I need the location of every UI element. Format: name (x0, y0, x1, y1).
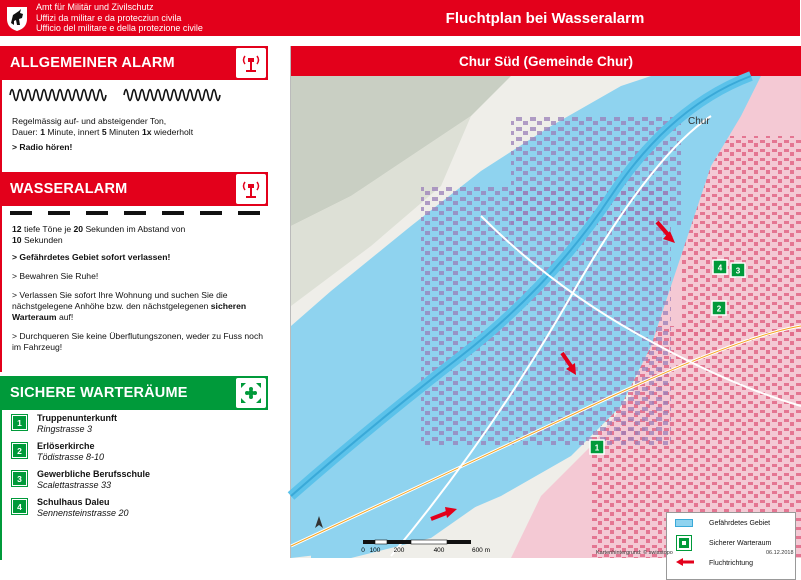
siren-icon (236, 174, 266, 204)
map-legend (666, 512, 796, 580)
warteraum-number-badge: 1 (12, 415, 27, 430)
page-title: Fluchtplan bei Wasseralarm (445, 9, 645, 27)
warteraum-address: Scalettastrasse 33 (37, 480, 112, 490)
scale-label: 400 (433, 547, 445, 554)
section-title: WASSERALARM (10, 181, 128, 197)
svg-text:1: 1 (594, 443, 600, 453)
legend-item-escape (667, 553, 795, 573)
warteraum-marker-2[interactable] (712, 301, 726, 315)
siren-icon (236, 48, 266, 78)
map-panel (290, 46, 800, 567)
scale-label: 0 (361, 547, 365, 554)
list-item (12, 497, 268, 519)
svg-text:2: 2 (716, 304, 722, 314)
desc-value: 1 (40, 127, 45, 137)
desc-text: Minute, innert (47, 127, 100, 137)
siren-waveform (8, 84, 220, 106)
instruction-text: > Verlassen Sie sofort Ihre Wohnung und suchen Sie die nächstgelegene Anhöhe bzw. den nächstgelegenen (12, 290, 228, 311)
desc-text: wiederholt (153, 127, 194, 137)
desc-value: 12 (12, 224, 22, 234)
warteraum-name: Truppenunterkunft (37, 413, 117, 423)
warteraum-number-badge: 4 (12, 499, 27, 514)
list-item (12, 441, 268, 463)
allgemein-description (12, 116, 274, 153)
legend-label: Sicherer Warteraum (709, 539, 772, 547)
warteraum-address: Tödistrasse 8-10 (37, 452, 105, 462)
legend-label: Fluchtrichtung (709, 559, 753, 567)
section-border (0, 410, 2, 560)
section-border (0, 206, 2, 372)
warteraum-name: Gewerbliche Berufsschule (37, 469, 151, 479)
organization-names (36, 2, 203, 34)
leave-area-instruction: > Gefährdetes Gebiet sofort verlassen! (12, 252, 171, 262)
map-graphic (291, 76, 801, 558)
section-wasseralarm-header (0, 172, 268, 206)
scale-label: 600 m (471, 547, 491, 554)
canton-logo (0, 0, 34, 36)
org-line-de: Amt für Militär und Zivilschutz (36, 2, 154, 12)
section-title: SICHERE WARTERÄUME (10, 385, 188, 401)
warteraum-number-badge: 3 (12, 471, 27, 486)
header-bar (0, 0, 800, 36)
section-title: ALLGEMEINER ALARM (10, 55, 175, 71)
svg-text:3: 3 (735, 266, 741, 276)
map-title: Chur Süd (Gemeinde Chur) (291, 46, 801, 76)
alarm-info-column (0, 36, 278, 558)
flood-swatch-icon (675, 519, 693, 527)
warteraum-marker-1[interactable] (590, 440, 604, 454)
escape-arrow-icon (675, 557, 695, 569)
calm-instruction: > Bewahren Sie Ruhe! (12, 271, 99, 281)
section-warteraeume-header (0, 376, 268, 410)
warteraum-marker-3[interactable] (731, 263, 745, 277)
safe-room-swatch-icon (677, 536, 691, 550)
scale-label: 100 (369, 547, 381, 554)
ibex-icon (4, 3, 30, 33)
warteraum-number-badge: 2 (12, 443, 27, 458)
wasser-description (12, 224, 274, 353)
org-line-rm: Uffizi da militar e da protecziun civila (36, 12, 182, 23)
evacuation-map[interactable] (291, 76, 801, 567)
desc-text: tiefe Töne je (23, 224, 72, 234)
desc-value: 1x (141, 127, 152, 137)
assembly-point-icon (236, 378, 266, 408)
allgemein-desc-line1: Regelmässig auf- und absteigender Ton, (12, 116, 167, 126)
credit-date: 06.12.2018 (766, 550, 794, 556)
legend-item-flood (667, 513, 795, 533)
section-allgemeiner-alarm-header (0, 46, 268, 80)
scale-label: 200 (393, 547, 405, 554)
flood-zone-instruction: > Durchqueren Sie keine Überflutungszonen, weder zu Fuss noch im Fahrzeug! (12, 331, 264, 352)
desc-value: 10 (12, 235, 22, 245)
warteraum-address: Ringstrasse 3 (37, 424, 93, 434)
instruction-text: auf! (58, 312, 74, 322)
credit-text: Kartenhintergrund: © swisstopo (596, 550, 673, 556)
warteraum-name: Schulhaus Daleu (37, 497, 110, 507)
allgemein-desc-line2 (12, 127, 274, 138)
legend-label: Gefährdetes Gebiet (709, 519, 771, 527)
warteraum-list (12, 413, 268, 525)
radio-instruction: > Radio hören! (12, 142, 73, 152)
warteraum-marker-4[interactable] (713, 260, 727, 274)
evacuate-instruction (12, 290, 274, 323)
tone-pattern (10, 210, 268, 216)
org-line-it: Ufficio del militare e della protezione civile (36, 23, 203, 34)
desc-value: 20 (73, 224, 84, 234)
desc-text: Minuten (109, 127, 140, 137)
warteraum-name: Erlöserkirche (37, 441, 95, 451)
instruction-highlight: sicheren Warteraum (12, 301, 247, 322)
svg-text:4: 4 (717, 263, 723, 273)
desc-value: 5 (101, 127, 107, 137)
list-item (12, 413, 268, 435)
wasser-desc (12, 224, 274, 246)
place-label-chur: Chur (688, 116, 710, 127)
desc-text: Dauer: (12, 127, 38, 137)
list-item (12, 469, 268, 491)
warteraum-address: Sennensteinstrasse 20 (37, 508, 129, 518)
desc-text: Sekunden im Abstand von (85, 224, 186, 234)
desc-text: Sekunden (23, 235, 63, 245)
